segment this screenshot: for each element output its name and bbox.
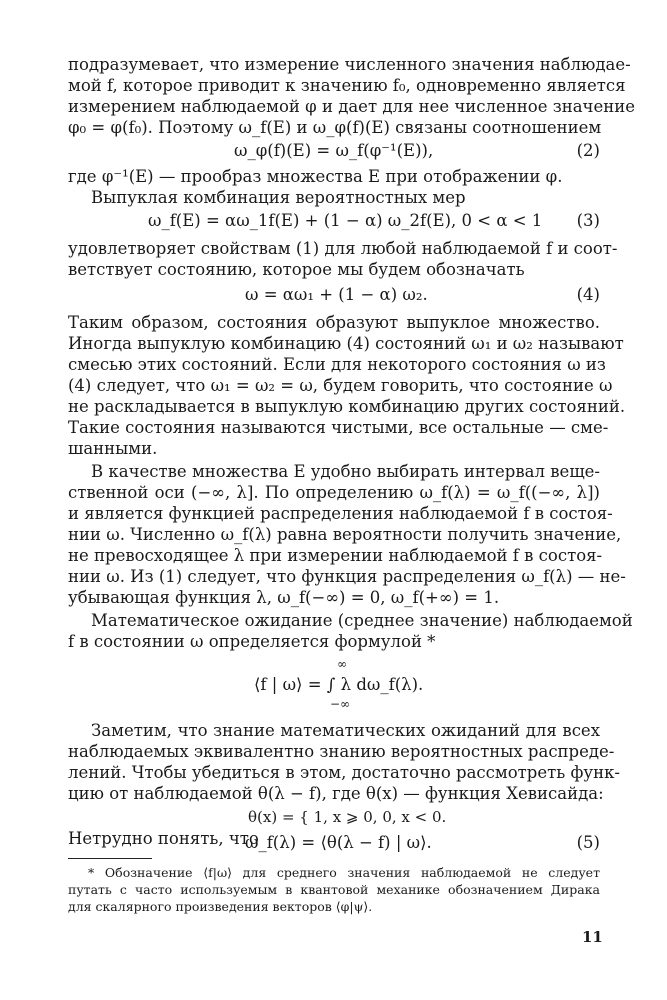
text-line: В качестве множества E удобно выбирать интервал веще- xyxy=(91,462,600,481)
text-line: Заметим, что знание математических ожиданий для всех xyxy=(91,721,600,740)
text-line: мой f, которое приводит к значению f₀, одновременно является xyxy=(68,76,626,95)
text-line: где φ⁻¹(E) — прообраз множества E при отображении φ. xyxy=(68,167,563,186)
equation-theta-formula: θ(x) = { 1, x ⩾ 0, 0, x < 0. xyxy=(248,808,447,826)
text-line: Иногда выпуклую комбинацию (4) состояний ω₁ и ω₂ называют xyxy=(68,334,624,353)
text-line: (4) следует, что ω₁ = ω₂ = ω, будем говорить, что состояние ω xyxy=(68,376,613,395)
text-line: измерением наблюдаемой φ и дает для нее численное значение xyxy=(68,97,635,116)
equation-3-formula: ω_f(E) = αω_1f(E) + (1 − α) ω_2f(E), 0 < α < 1 xyxy=(148,211,543,230)
equation-mean xyxy=(68,658,600,710)
text-line: смесью этих состояний. Если для некоторого состояния ω из xyxy=(68,355,606,374)
text-line: подразумевает, что измерение численного значения наблюдае- xyxy=(68,55,631,74)
text-line: Нетрудно понять, что xyxy=(68,829,259,848)
integral-upper-limit: ∞ xyxy=(337,657,347,671)
equation-5-formula: ω_f(λ) = ⟨θ(λ − f) | ω⟩. xyxy=(245,833,432,852)
footnote-line: * Обозначение ⟨f|ω⟩ для среднего значения наблюдаемой не следует xyxy=(88,865,600,880)
integral-lower-limit: −∞ xyxy=(330,697,351,711)
text-line: ственной оси (−∞, λ]. По определению ω_f(λ) = ω_f((−∞, λ]) xyxy=(68,483,600,502)
equation-5-number: (5) xyxy=(576,833,600,852)
text-line: Выпуклая комбинация вероятностных мер xyxy=(91,188,466,207)
text-line: φ₀ = φ(f₀). Поэтому ω_f(E) и ω_φ(f)(E) связаны соотношением xyxy=(68,118,602,137)
text-line: удовлетворяет свойствам (1) для любой наблюдаемой f и соот- xyxy=(68,239,618,258)
text-line: ветствует состоянию, которое мы будем обозначать xyxy=(68,260,525,279)
footnote-line: путать с часто используемым в квантовой механике обозначением Дирака xyxy=(68,882,600,897)
equation-4-number: (4) xyxy=(576,285,600,304)
equation-3-number: (3) xyxy=(576,211,600,230)
text-line: f в состоянии ω определяется формулой * xyxy=(68,632,436,651)
text-line: Таким образом, состояния образуют выпуклое множество. xyxy=(68,313,600,332)
equation-4-formula: ω = αω₁ + (1 − α) ω₂. xyxy=(245,285,428,304)
equation-mean-formula: ⟨f | ω⟩ = ∫ λ dω_f(λ). xyxy=(254,675,424,694)
text-line: и является функцией распределения наблюдаемой f в состоя- xyxy=(68,504,613,523)
equation-2-formula: ω_φ(f)(E) = ω_f(φ⁻¹(E)), xyxy=(234,141,434,160)
text-line: Такие состояния называются чистыми, все остальные — сме- xyxy=(68,418,609,437)
text-line: не превосходящее λ при измерении наблюдаемой f в состоя- xyxy=(68,546,603,565)
footnote-line: для скалярного произведения векторов ⟨φ|ψ⟩. xyxy=(68,899,373,914)
text-line: шанными. xyxy=(68,439,158,458)
text-line: наблюдаемых эквивалентно знанию вероятностных распреде- xyxy=(68,742,615,761)
equation-2-number: (2) xyxy=(576,141,600,160)
text-line: не раскладывается в выпуклую комбинацию других состояний. xyxy=(68,397,626,416)
text-line: цию от наблюдаемой θ(λ − f), где θ(x) — функция Хевисайда: xyxy=(68,784,604,803)
text-line: убывающая функция λ, ω_f(−∞) = 0, ω_f(+∞) = 1. xyxy=(68,588,500,607)
text-line: нии ω. Из (1) следует, что функция распределения ω_f(λ) — не- xyxy=(68,567,626,586)
page-number: 11 xyxy=(582,928,603,946)
text-line: нии ω. Численно ω_f(λ) равна вероятности получить значение, xyxy=(68,525,622,544)
footnote-rule xyxy=(68,858,152,859)
text-line: лений. Чтобы убедиться в этом, достаточно рассмотреть функ- xyxy=(68,763,621,782)
text-line: Математическое ожидание (среднее значение) наблюдаемой xyxy=(91,611,633,630)
equation-theta xyxy=(68,806,600,826)
